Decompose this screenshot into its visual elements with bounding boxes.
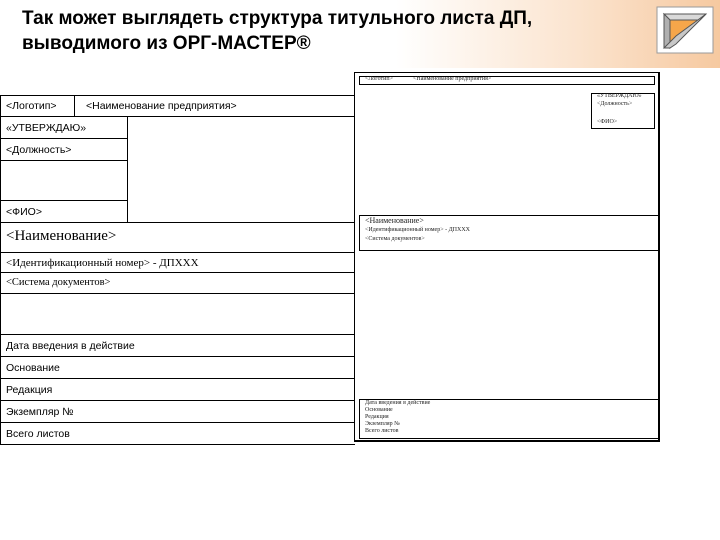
approve-field: «УТВЕРЖДАЮ» [6, 122, 87, 134]
effective-date-field: Дата введения в действие [6, 340, 135, 352]
preview-total-sheets: Всего листов [365, 428, 399, 434]
slide-title-line1: Так может выглядеть структура титульного листа ДП, [22, 8, 533, 29]
preview-effective-date: Дата введения в действие [365, 400, 431, 406]
preview-approve: «УТВЕРЖДАЮ» [597, 93, 642, 99]
preview-header-box [359, 76, 655, 85]
impossible-triangle-icon [656, 6, 714, 54]
doc-system-field: <Система документов> [6, 277, 111, 288]
preview-edition: Редакция [365, 414, 389, 420]
preview-org-name: <Наименование предприятия> [413, 76, 492, 82]
slide-title-line2: выводимого из ОРГ-МАСТЕР® [22, 33, 311, 54]
preview-copy-no: Экземпляр № [365, 421, 400, 427]
position-field: <Должность> [6, 144, 72, 156]
preview-logo: <Логотип> [365, 76, 393, 82]
doc-id-field: <Идентификационный номер> - ДПXXX [6, 257, 199, 269]
preview-position: <Должность> [597, 101, 633, 107]
slide-header [0, 0, 720, 68]
preview-doc-id: <Идентификационный номер> - ДПXXX [365, 227, 471, 233]
slide-title [22, 6, 622, 56]
preview-basis: Основание [365, 407, 393, 413]
preview-fio: <ФИО> [597, 119, 618, 125]
total-sheets-field: Всего листов [6, 428, 70, 440]
basis-field: Основание [6, 362, 60, 374]
fio-field: <ФИО> [6, 206, 42, 218]
page-preview [354, 72, 660, 442]
copy-no-field: Экземпляр № [6, 406, 74, 418]
org-name-field: <Наименование предприятия> [86, 100, 237, 112]
preview-doc-system: <Система документов> [365, 236, 425, 242]
preview-doc-name: <Наименование> [365, 216, 424, 225]
doc-name-field: <Наименование> [6, 228, 117, 244]
edition-field: Редакция [6, 384, 53, 396]
logo-field: <Логотип> [6, 100, 57, 112]
